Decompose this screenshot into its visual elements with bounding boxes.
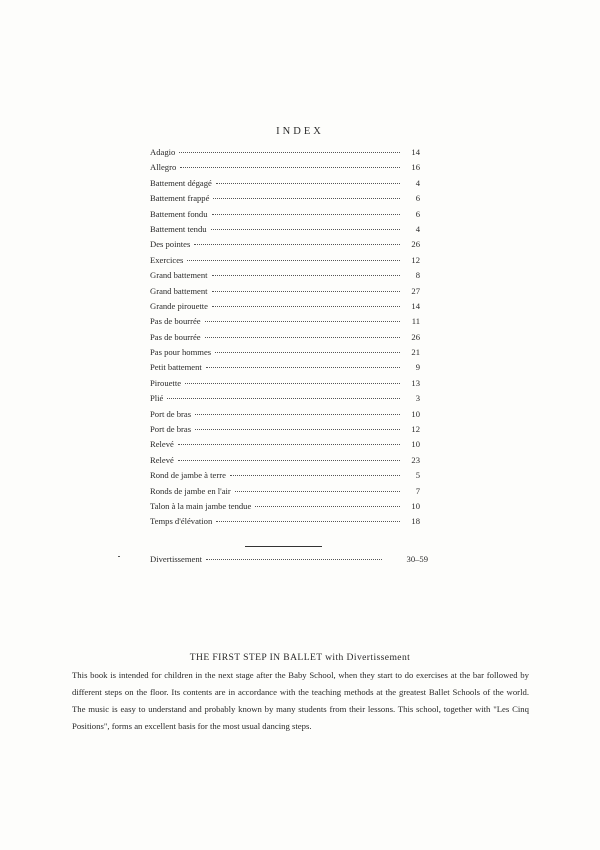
index-entry-page: 23 <box>411 454 420 465</box>
index-entry-label: Pirouette <box>150 377 182 388</box>
index-entry-page: 4 <box>415 177 420 188</box>
index-entry <box>150 176 420 191</box>
index-entry-page: 11 <box>411 316 420 327</box>
dot-leader <box>205 313 400 322</box>
index-entry <box>150 345 420 360</box>
index-entry-page: 4 <box>415 223 420 234</box>
dot-leader <box>195 406 400 415</box>
index-list <box>150 145 420 530</box>
index-entry <box>150 222 420 237</box>
index-entry <box>150 191 420 206</box>
index-entry-page: 14 <box>411 147 420 157</box>
index-entry-label: Relevé <box>150 439 174 450</box>
dot-leader <box>235 483 400 492</box>
index-entry-page: 26 <box>411 331 420 342</box>
dot-leader <box>167 390 400 399</box>
index-entry <box>150 422 420 437</box>
index-entry-page: 7 <box>415 485 420 496</box>
dot-leader <box>205 329 400 338</box>
index-title: INDEX <box>276 126 324 137</box>
index-entry-label: Temps d'élévation <box>150 516 213 527</box>
index-entry <box>150 514 420 529</box>
index-entry-label: Des pointes <box>150 239 191 250</box>
dot-leader <box>213 190 400 199</box>
index-entry-page: 8 <box>415 270 420 281</box>
dot-leader <box>179 144 400 153</box>
index-entry-label: Plié <box>150 393 164 404</box>
index-entry-page: 27 <box>411 285 420 296</box>
dot-leader <box>206 551 382 560</box>
index-entry <box>150 237 420 252</box>
index-entry <box>150 360 420 375</box>
index-entry-label: Battement dégagé <box>150 177 212 188</box>
index-entry <box>150 391 420 406</box>
dot-leader <box>230 467 400 476</box>
dot-leader <box>195 421 400 430</box>
index-entry <box>150 268 420 283</box>
index-entry-page: 12 <box>411 254 420 265</box>
index-entry-page: 21 <box>411 347 420 358</box>
index-entry-label: Pas de bourrée <box>150 316 201 327</box>
index-entry-page: 18 <box>411 516 420 527</box>
dot-leader <box>212 283 400 292</box>
index-entry <box>150 468 420 483</box>
dot-leader <box>178 452 400 461</box>
index-entry-page: 6 <box>415 208 420 219</box>
dot-leader <box>180 159 400 168</box>
index-entry-page: 6 <box>415 193 420 204</box>
index-entry <box>150 407 420 422</box>
index-entry-label: Grand battement <box>150 285 208 296</box>
index-entry-label: Adagio <box>150 147 176 157</box>
index-entry-page: 10 <box>411 500 420 511</box>
dot-leader <box>216 175 400 184</box>
dot-leader <box>206 359 400 368</box>
dot-leader <box>212 267 400 276</box>
index-entry-page: 5 <box>415 470 420 481</box>
index-entry <box>150 484 420 499</box>
index-entry-label: Relevé <box>150 454 174 465</box>
index-entry-label: Battement fondu <box>150 208 208 219</box>
index-entry-page: 13 <box>411 377 420 388</box>
index-entry <box>150 453 420 468</box>
index-entry-divertissement <box>150 552 428 567</box>
dot-leader <box>211 221 400 230</box>
index-entry-label: Battement frappé <box>150 193 210 204</box>
dot-leader <box>212 298 400 307</box>
index-entry <box>150 330 420 345</box>
dot-leader <box>215 344 400 353</box>
print-speck <box>118 556 120 557</box>
index-entry-page: 9 <box>415 362 420 373</box>
index-entry-label: Grande pirouette <box>150 300 208 311</box>
index-entry <box>150 314 420 329</box>
index-entry <box>150 376 420 391</box>
index-entry-label: Pas pour hommes <box>150 347 212 358</box>
index-entry-page: 3 <box>415 393 420 404</box>
index-entry-label: Divertissement <box>150 554 203 564</box>
index-entry-label: Allegro <box>150 162 177 173</box>
dot-leader <box>255 498 400 507</box>
index-entry-page: 10 <box>411 439 420 450</box>
index-entry-page: 30–59 <box>406 554 428 564</box>
index-entry-label: Rond de jambe à terre <box>150 470 226 481</box>
index-entry-page: 16 <box>411 162 420 173</box>
dot-leader <box>216 513 400 522</box>
index-entry-label: Petit battement <box>150 362 202 373</box>
index-entry-label: Pas de bourrée <box>150 331 201 342</box>
index-entry-label: Grand battement <box>150 270 208 281</box>
separator-rule <box>245 546 322 547</box>
index-entry-page: 10 <box>411 408 420 419</box>
index-entry <box>150 145 420 160</box>
book-description: This book is intended for children in the next stage after the Baby School, when they start to do exercises at the bar followed by different steps on the floor. Its contents are in accordance with the teaching methods at the greatest Ballet Schools of the world. The music is easy to understand and probably known by many students from their lessons. This school, together with "Les Cinq Positions", forms an excellent basis for the most usual dancing steps. <box>72 670 529 731</box>
index-entry-label: Exercices <box>150 254 184 265</box>
dot-leader <box>187 252 400 261</box>
index-entry <box>150 437 420 452</box>
index-entry-page: 14 <box>411 300 420 311</box>
index-entry-label: Talon à la main jambe tendue <box>150 500 252 511</box>
index-entry-label: Port de bras <box>150 408 192 419</box>
dot-leader <box>212 206 400 215</box>
index-entry <box>150 160 420 175</box>
index-entry <box>150 207 420 222</box>
index-entry-label: Battement tendu <box>150 223 207 234</box>
index-entry <box>150 299 420 314</box>
index-entry-page: 12 <box>411 424 420 435</box>
index-entry <box>150 499 420 514</box>
index-entry-label: Ronds de jambe en l'air <box>150 485 231 496</box>
dot-leader <box>178 436 400 445</box>
index-entry <box>150 284 420 299</box>
index-entry-label: Port de bras <box>150 424 192 435</box>
index-entry-page: 26 <box>411 239 420 250</box>
section-title: THE FIRST STEP IN BALLET with Divertissement <box>189 652 411 663</box>
dot-leader <box>194 236 400 245</box>
index-entry <box>150 253 420 268</box>
dot-leader <box>185 375 400 384</box>
